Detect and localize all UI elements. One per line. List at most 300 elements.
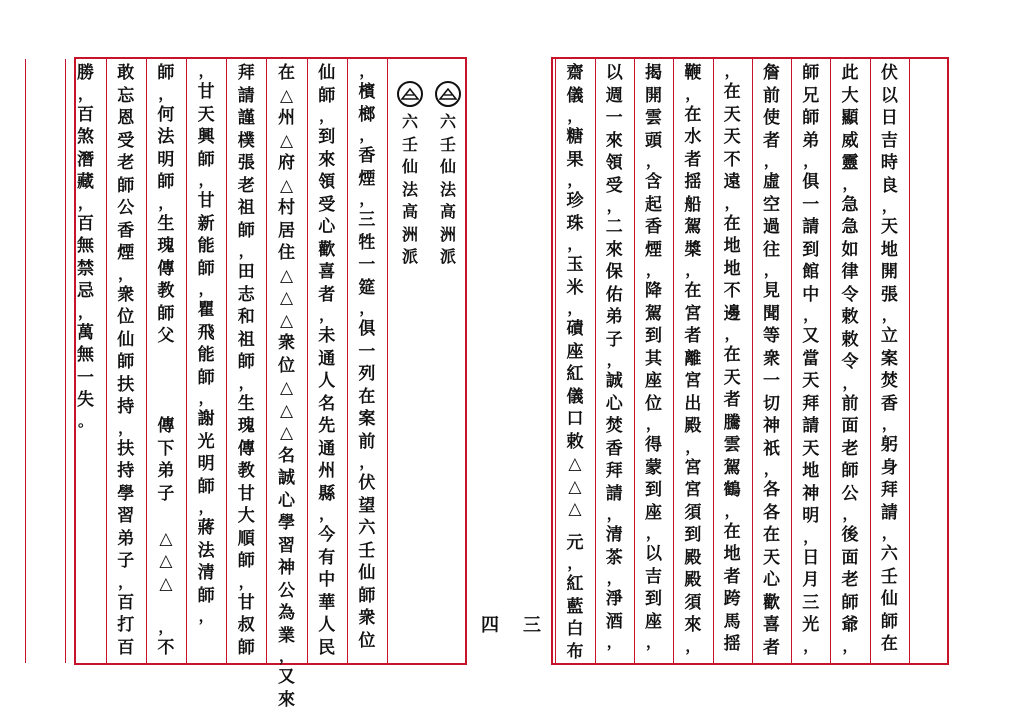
- glyph: ，: [803, 152, 819, 170]
- glyph: ，: [198, 280, 214, 298]
- glyph: 地: [802, 461, 820, 481]
- glyph: △: [279, 400, 294, 421]
- glyph: 公: [841, 483, 859, 504]
- glyph: 州: [277, 108, 295, 128]
- glyph: 弟: [157, 461, 175, 481]
- text-column: [106, 59, 146, 663]
- glyph: 天: [802, 438, 820, 459]
- glyph: 珍: [566, 191, 584, 211]
- glyph: 珠: [566, 213, 584, 234]
- glyph: 日: [880, 108, 898, 128]
- glyph: 殿: [684, 416, 702, 436]
- glyph: 在: [684, 281, 702, 301]
- glyph: 張: [237, 153, 255, 173]
- glyph: 案: [880, 348, 898, 369]
- glyph: 仙: [439, 157, 456, 176]
- glyph: 法: [157, 127, 175, 147]
- glyph: 香: [358, 146, 376, 166]
- glyph: 弟: [605, 307, 623, 327]
- glyph: 法: [197, 540, 215, 561]
- glyph: 師: [237, 220, 255, 241]
- glyph: ，: [198, 607, 214, 625]
- glyph: ，: [842, 174, 858, 193]
- glyph: 虛: [762, 172, 780, 192]
- glyph: 甘: [197, 82, 215, 102]
- glyph: 者: [723, 566, 741, 587]
- glyph: ，: [881, 306, 897, 324]
- glyph: 令: [841, 352, 859, 372]
- glyph: 弟: [802, 130, 820, 151]
- glyph: 樸: [237, 130, 255, 151]
- glyph: 雲: [645, 108, 663, 128]
- glyph: 仙: [358, 563, 376, 583]
- glyph: ，: [77, 84, 93, 103]
- glyph: 牲: [358, 232, 376, 253]
- glyph: 瑰: [157, 236, 175, 256]
- glyph: 何: [157, 104, 175, 125]
- glyph: 衆: [117, 284, 135, 305]
- glyph: 謝: [197, 409, 215, 429]
- glyph: 新: [197, 213, 215, 234]
- glyph: 師: [197, 367, 215, 388]
- glyph: ，: [803, 306, 819, 324]
- glyph: 等: [762, 326, 780, 346]
- text-column: [186, 59, 226, 663]
- seal-icon: [397, 81, 423, 107]
- glyph: 座: [645, 502, 663, 523]
- glyph: 神: [762, 416, 780, 436]
- glyph: 六: [439, 112, 456, 131]
- glyph: [155, 595, 177, 618]
- glyph: △: [279, 423, 294, 443]
- glyph: ，: [606, 569, 622, 587]
- glyph: 到: [802, 239, 820, 260]
- glyph: 磧: [566, 319, 584, 339]
- glyph: 法: [439, 179, 456, 199]
- glyph: 天: [723, 367, 741, 388]
- glyph: 宮: [684, 371, 702, 391]
- glyph: 拜: [237, 63, 255, 83]
- glyph: 紅: [566, 574, 584, 594]
- glyph: 和: [237, 307, 255, 327]
- glyph: △: [159, 551, 173, 571]
- glyph: 日: [802, 547, 820, 568]
- glyph: 師: [197, 585, 215, 606]
- glyph: 心: [277, 490, 295, 511]
- glyph: 禁: [77, 258, 94, 279]
- glyph: 請: [605, 483, 623, 504]
- glyph: 生: [237, 393, 255, 414]
- glyph: 請: [802, 217, 820, 237]
- glyph: 老: [841, 570, 859, 590]
- glyph: 到: [645, 326, 663, 346]
- glyph: 六: [358, 518, 376, 538]
- glyph: 俱: [358, 319, 376, 339]
- glyph: 急: [841, 217, 859, 237]
- glyph: 誠: [605, 371, 623, 391]
- glyph: 有: [318, 547, 336, 568]
- glyph: 往: [762, 239, 780, 260]
- glyph: 來: [277, 689, 295, 710]
- glyph: 船: [684, 194, 702, 215]
- glyph: 仙: [880, 589, 898, 609]
- glyph: 跨: [723, 589, 741, 609]
- glyph: ，: [158, 617, 174, 636]
- glyph: 一: [77, 367, 94, 388]
- glyph: 師: [197, 476, 215, 497]
- glyph: ，: [278, 647, 294, 665]
- glyph: 失: [77, 390, 94, 410]
- glyph: 敢: [117, 63, 135, 83]
- glyph: 忌: [77, 281, 94, 301]
- glyph: 茶: [605, 547, 623, 568]
- glyph: ，: [646, 633, 662, 651]
- glyph: 師: [802, 108, 820, 128]
- glyph: 中: [318, 570, 336, 590]
- glyph: 志: [237, 284, 255, 305]
- glyph: 老: [117, 153, 135, 173]
- glyph: 宮: [684, 457, 702, 478]
- glyph: 祖: [237, 329, 255, 350]
- glyph: 張: [880, 284, 898, 305]
- glyph: 高: [439, 202, 456, 221]
- glyph: ，: [881, 197, 897, 215]
- glyph: 駕: [645, 303, 663, 324]
- glyph: 領: [605, 153, 623, 173]
- glyph: 請: [880, 502, 898, 523]
- glyph: 以: [645, 544, 663, 564]
- glyph: 能: [197, 345, 215, 365]
- glyph: ，: [842, 505, 858, 523]
- glyph: ，: [803, 636, 819, 655]
- glyph: 座: [566, 341, 584, 362]
- glyph: 時: [880, 153, 898, 173]
- glyph: 府: [277, 153, 295, 173]
- glyph: 順: [237, 528, 255, 549]
- text-column: [673, 59, 712, 663]
- glyph: ，: [842, 373, 858, 392]
- glyph: △: [279, 175, 294, 196]
- glyph: 吉: [645, 566, 663, 587]
- glyph: 一: [762, 371, 780, 391]
- glyph: 興: [197, 127, 215, 147]
- glyph: ，: [77, 302, 93, 321]
- glyph: 邊: [723, 303, 741, 324]
- glyph: 煞: [77, 127, 94, 147]
- glyph: 弟: [117, 528, 135, 549]
- glyph: 來: [605, 130, 623, 151]
- glyph: 衆: [762, 348, 780, 369]
- glyph: 吉: [880, 130, 898, 151]
- glyph: 在: [880, 634, 898, 654]
- glyph: ，: [646, 152, 662, 170]
- glyph: ，: [118, 418, 134, 437]
- glyph: 一: [605, 108, 623, 128]
- glyph: 人: [318, 371, 336, 391]
- glyph: 焚: [605, 416, 623, 436]
- glyph: △: [279, 288, 294, 308]
- glyph: 地: [880, 239, 898, 260]
- glyph: 一: [802, 194, 820, 215]
- glyph: 喜: [762, 615, 780, 635]
- glyph: ，: [685, 636, 701, 655]
- glyph: 潛: [77, 149, 94, 170]
- glyph: 請: [802, 416, 820, 436]
- glyph: 到: [645, 480, 663, 500]
- glyph: 民: [318, 637, 336, 658]
- glyph: 以: [605, 63, 623, 83]
- glyph: 忘: [117, 85, 135, 106]
- header-line: [433, 59, 463, 685]
- glyph: 糖: [566, 127, 584, 147]
- glyph: 子: [117, 551, 135, 571]
- glyph: 布: [566, 641, 584, 662]
- glyph: 位: [117, 307, 135, 327]
- glyph: 者: [684, 149, 702, 170]
- glyph: 縣: [318, 483, 336, 504]
- glyph: 前: [358, 431, 376, 452]
- glyph: 地: [723, 236, 741, 256]
- glyph: 業: [277, 625, 295, 646]
- glyph: ，: [685, 437, 701, 456]
- glyph: 師: [880, 611, 898, 632]
- glyph: 扶: [117, 438, 135, 459]
- glyph: 位: [645, 393, 663, 414]
- glyph: 口: [566, 409, 584, 429]
- glyph: 師: [197, 258, 215, 279]
- glyph: ，: [567, 554, 583, 572]
- glyph: 來: [605, 239, 623, 260]
- glyph: 師: [237, 352, 255, 372]
- glyph: 在: [358, 386, 376, 407]
- glyph: △: [279, 85, 294, 106]
- glyph: 筵: [358, 277, 376, 298]
- glyph: 者: [684, 326, 702, 346]
- glyph: 習: [277, 535, 295, 556]
- glyph: 天: [802, 371, 820, 391]
- glyph: 子: [605, 329, 623, 350]
- glyph: ，: [359, 453, 375, 471]
- glyph: 三: [802, 592, 820, 613]
- glyph: ，: [567, 235, 583, 253]
- glyph: 者: [762, 130, 780, 151]
- glyph: 得: [645, 435, 663, 455]
- glyph: 壬: [439, 134, 456, 154]
- glyph: ，: [842, 636, 858, 655]
- glyph: 令: [841, 284, 859, 305]
- text-column: [266, 59, 306, 710]
- glyph: 師: [117, 352, 135, 372]
- glyph: 列: [358, 364, 376, 384]
- glyph: 壬: [358, 540, 376, 561]
- glyph: 來: [684, 615, 702, 635]
- glyph: 聞: [762, 303, 780, 324]
- glyph: ，: [567, 107, 583, 125]
- glyph: 持: [117, 461, 135, 481]
- glyph: 馬: [723, 611, 741, 632]
- glyph: 佑: [605, 284, 623, 305]
- glyph: 在: [762, 525, 780, 545]
- glyph: ，: [724, 193, 740, 212]
- glyph: 師: [157, 172, 175, 192]
- glyph: 師: [841, 592, 859, 613]
- glyph: 天: [880, 217, 898, 237]
- glyph: 師: [157, 303, 175, 324]
- glyph: 望: [358, 495, 376, 516]
- glyph: 師: [841, 461, 859, 481]
- glyph: 百: [77, 104, 94, 125]
- glyph: 敕: [841, 329, 859, 350]
- glyph: 座: [645, 371, 663, 391]
- glyph: △: [568, 454, 582, 474]
- glyph: 一: [358, 341, 376, 362]
- text-column: [307, 59, 347, 663]
- glyph: ，: [646, 524, 662, 542]
- glyph: 天: [762, 547, 780, 568]
- glyph: 傳: [237, 438, 255, 459]
- glyph: 名: [318, 393, 336, 414]
- glyph: 詹: [762, 63, 780, 83]
- glyph: 仙: [318, 63, 336, 83]
- glyph: 師: [237, 551, 255, 571]
- glyph: 案: [358, 409, 376, 429]
- glyph: ，: [158, 84, 174, 103]
- glyph: 在: [723, 82, 741, 102]
- glyph: 甘: [197, 191, 215, 211]
- glyph: 無: [77, 345, 94, 365]
- glyph: 者: [318, 284, 336, 305]
- glyph: 無: [77, 236, 94, 256]
- glyph: 一: [358, 255, 376, 275]
- glyph: 能: [197, 236, 215, 256]
- glyph: 駕: [723, 457, 741, 478]
- glyph: 通: [318, 348, 336, 369]
- glyph: ，: [198, 62, 214, 80]
- text-column: [146, 59, 186, 663]
- glyph: 藍: [566, 596, 584, 617]
- glyph: 師: [197, 149, 215, 170]
- glyph: 學: [117, 483, 135, 504]
- glyph: 明: [802, 506, 820, 526]
- glyph: 含: [645, 172, 663, 192]
- glyph: 天: [197, 104, 215, 125]
- glyph: 伏: [880, 63, 898, 83]
- glyph: 神: [802, 483, 820, 504]
- glyph: ，: [724, 325, 740, 343]
- glyph: 光: [802, 615, 820, 635]
- glyph: 喜: [318, 262, 336, 282]
- glyph: 打: [117, 615, 135, 635]
- left-page: [74, 57, 499, 710]
- glyph: 出: [684, 393, 702, 414]
- glyph: 壬: [880, 566, 898, 587]
- glyph: 煙: [117, 243, 135, 263]
- glyph: ，: [238, 572, 254, 591]
- glyph: 壬: [401, 134, 418, 154]
- glyph: 水: [684, 127, 702, 147]
- glyph: 又: [277, 667, 295, 687]
- glyph: 。: [77, 411, 93, 430]
- glyph: 儀: [566, 386, 584, 407]
- glyph: ，: [763, 460, 779, 478]
- glyph: 老: [237, 175, 255, 196]
- glyph: 到: [645, 589, 663, 609]
- glyph: 師: [117, 175, 135, 196]
- glyph: 師: [237, 637, 255, 658]
- glyph: 恩: [117, 108, 135, 128]
- glyph: 領: [318, 172, 336, 192]
- glyph: 瑰: [237, 416, 255, 436]
- text-column: [791, 59, 830, 663]
- glyph: 在: [723, 345, 741, 365]
- glyph: 心: [762, 570, 780, 590]
- glyph: 靈: [841, 153, 859, 173]
- glyph: 揭: [645, 63, 663, 83]
- glyph: 謹: [237, 108, 255, 128]
- glyph: 住: [277, 243, 295, 263]
- glyph: ，: [118, 572, 134, 591]
- glyph: 香: [117, 220, 135, 241]
- glyph: 煙: [358, 168, 376, 189]
- glyph: 在: [723, 521, 741, 542]
- glyph: 不: [157, 637, 175, 658]
- glyph: 遠: [723, 172, 741, 192]
- glyph: 不: [723, 281, 741, 301]
- glyph: 田: [237, 262, 255, 282]
- glyph: 面: [841, 416, 859, 436]
- glyph: 殿: [684, 547, 702, 568]
- glyph: ，: [606, 351, 622, 369]
- glyph: ，: [238, 373, 254, 392]
- glyph: ，: [646, 415, 662, 433]
- glyph: 後: [841, 525, 859, 545]
- glyph: 降: [645, 281, 663, 301]
- glyph: 生: [157, 213, 175, 234]
- glyph: 拜: [802, 393, 820, 414]
- glyph: 萬: [77, 322, 94, 343]
- glyph: ，: [198, 171, 214, 189]
- glyph: 受: [605, 175, 623, 196]
- glyph: [155, 393, 177, 416]
- glyph: 切: [762, 393, 780, 414]
- glyph: 敕: [841, 307, 859, 327]
- glyph: 兄: [802, 85, 820, 106]
- glyph: 通: [318, 438, 336, 459]
- glyph: 名: [277, 445, 295, 466]
- glyph: 威: [841, 130, 859, 151]
- glyph: 祇: [762, 438, 780, 459]
- glyph: [155, 370, 177, 393]
- glyph: 洲: [439, 224, 456, 244]
- glyph: 藏: [77, 172, 94, 192]
- glyph: 不: [723, 149, 741, 170]
- glyph: 華: [318, 592, 336, 613]
- glyph: 律: [841, 262, 859, 282]
- glyph: 師: [157, 63, 175, 83]
- glyph: 面: [841, 547, 859, 568]
- glyph: ，: [606, 633, 622, 651]
- glyph: 鞭: [684, 63, 702, 83]
- glyph: 光: [197, 431, 215, 452]
- glyph: ，: [319, 107, 335, 125]
- glyph: ，: [881, 415, 897, 433]
- glyph: 拜: [880, 480, 898, 500]
- glyph: 師: [358, 585, 376, 606]
- glyph: 躬: [880, 435, 898, 455]
- glyph: 酒: [605, 611, 623, 632]
- glyph: 蔣: [197, 518, 215, 538]
- glyph: 勝: [77, 63, 94, 83]
